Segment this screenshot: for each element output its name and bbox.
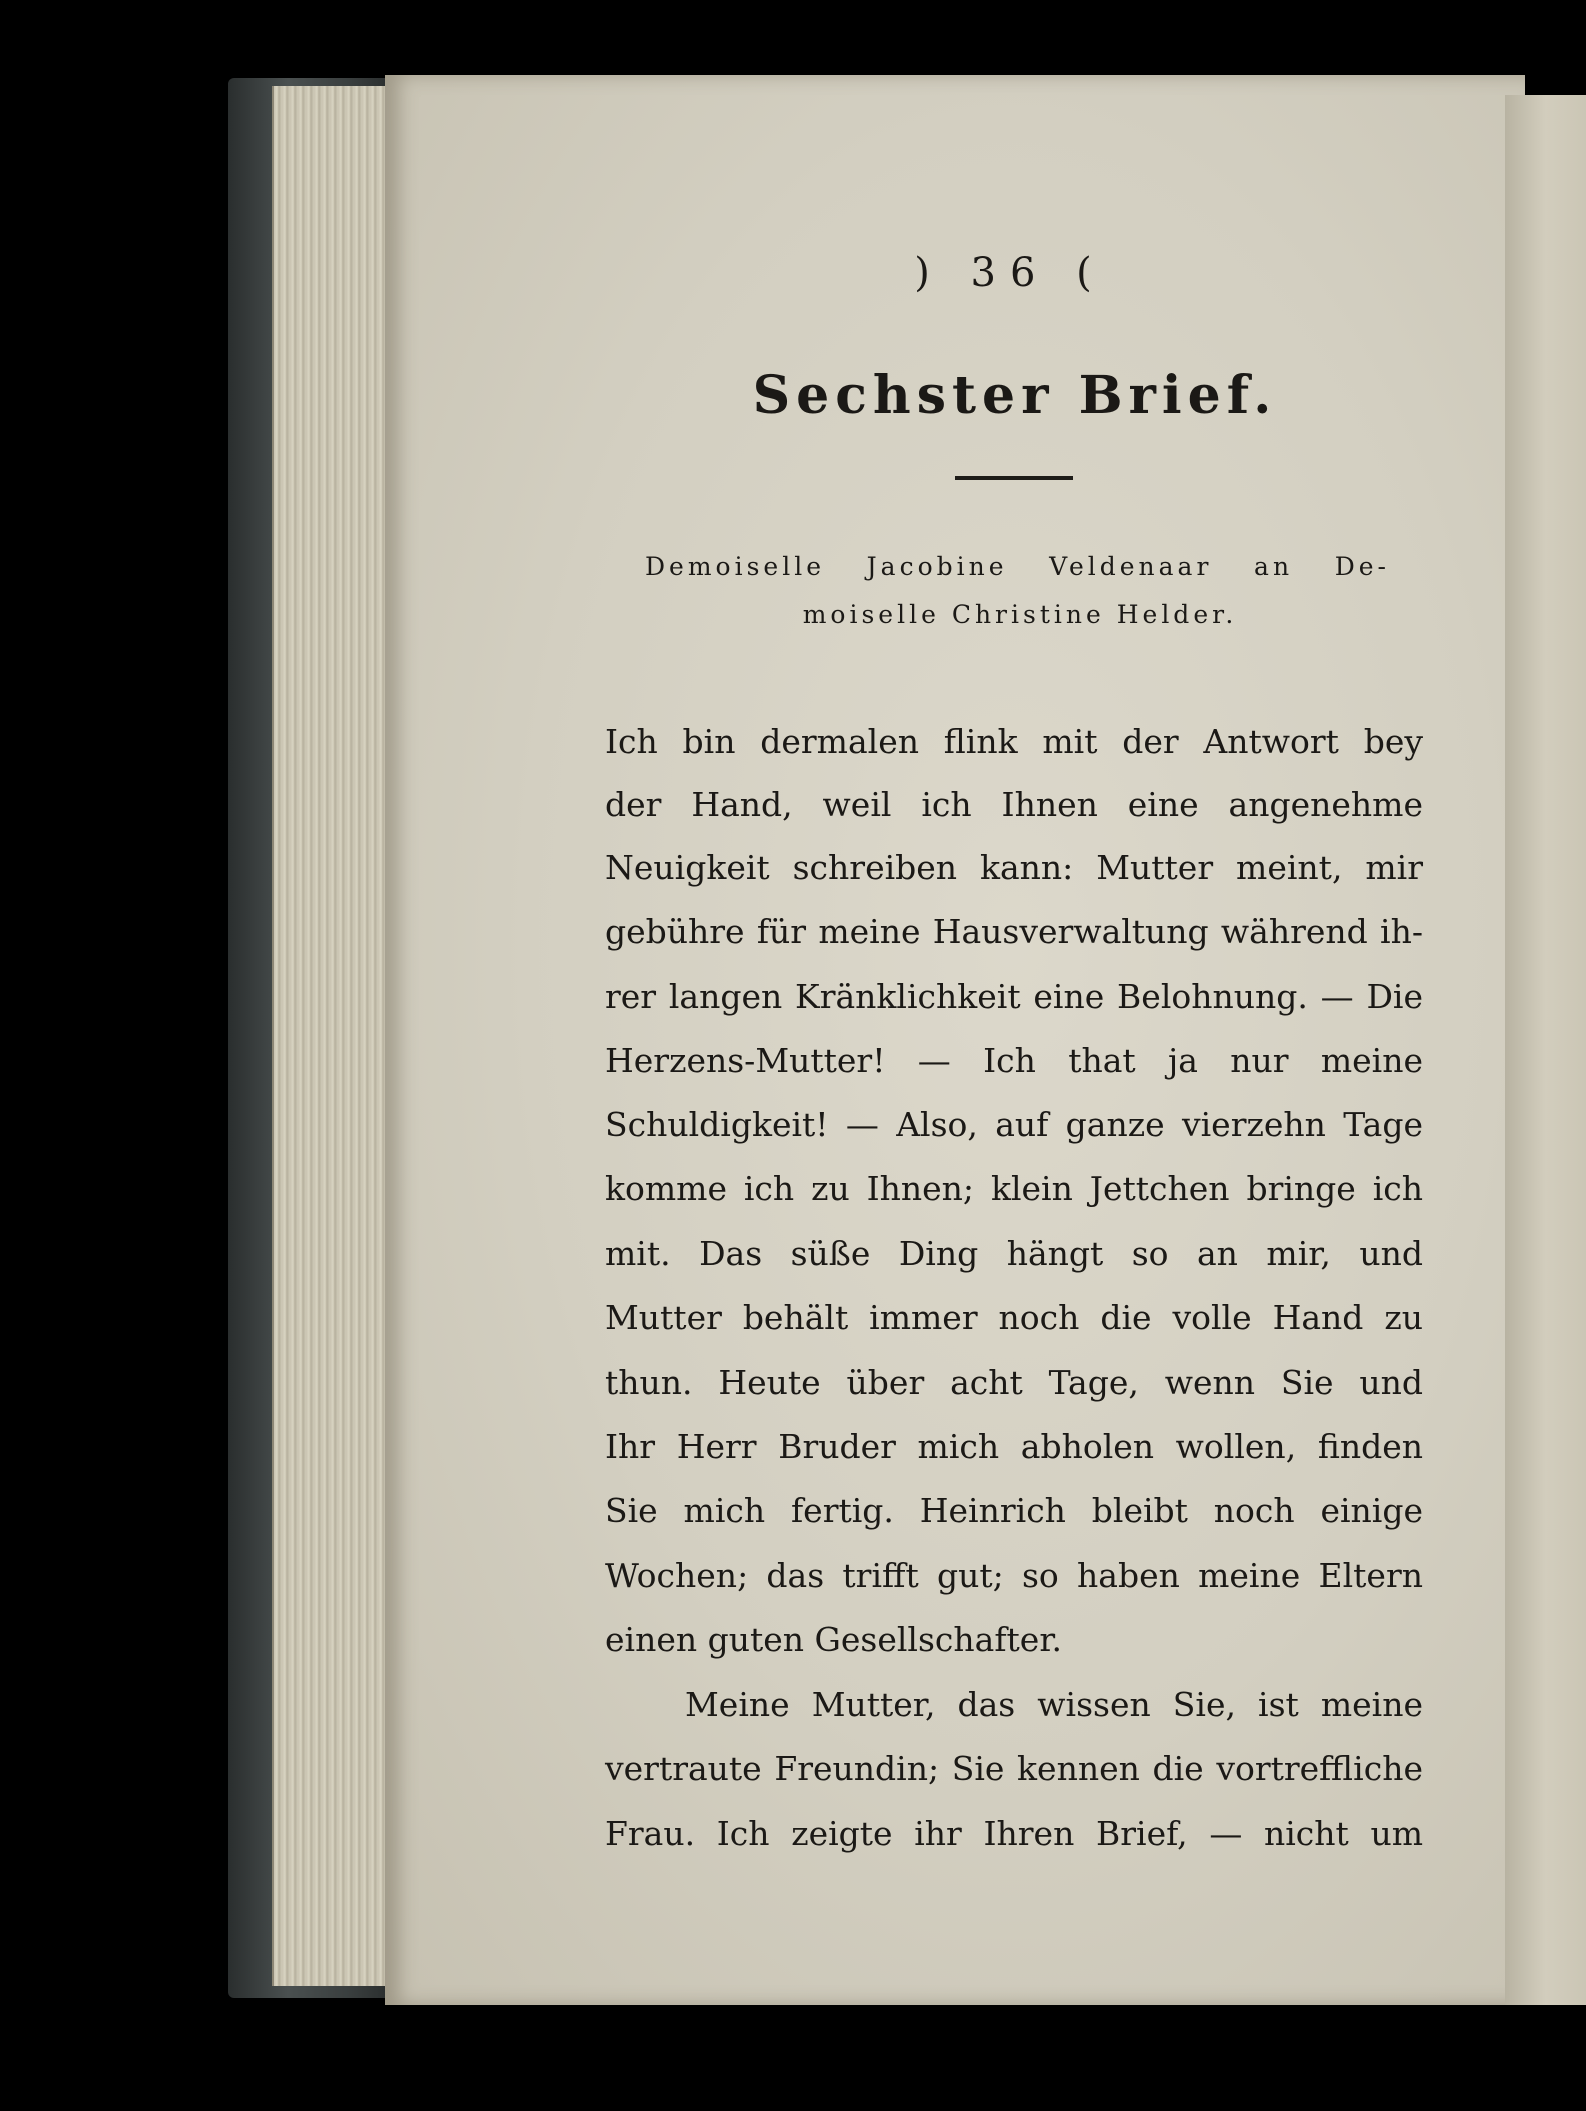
body-line: rer langen Kränklichkeit eine Belohnung. — Die [605, 977, 1423, 1016]
body-line: Neuigkeit schreiben kann: Mutter meint, mir [605, 848, 1423, 887]
body-line: Herzens-Mutter! — Ich that ja nur meine [605, 1041, 1423, 1080]
page-number: ) 36 ( [914, 250, 1106, 296]
body-line: Schuldigkeit! — Also, auf ganze vierzehn Tage [605, 1105, 1423, 1144]
body-line: Frau. Ich zeigte ihr Ihren Brief, — nicht um [605, 1814, 1423, 1853]
letter-title: Sechster Brief. [752, 365, 1278, 426]
body-line: vertraute Freundin; Sie kennen die vortreffliche [605, 1749, 1423, 1788]
body-line: komme ich zu Ihnen; klein Jettchen bringe ich [605, 1169, 1423, 1208]
title-divider [955, 476, 1073, 480]
body-line: gebühre für meine Hausverwaltung während ih- [605, 912, 1423, 951]
address-line-1: Demoiselle Jacobine Veldenaar an De- [645, 552, 1390, 581]
body-line: Mutter behält immer noch die volle Hand zu [605, 1298, 1423, 1337]
body-line: Ihr Herr Bruder mich abholen wollen, finden [605, 1427, 1423, 1466]
body-line: der Hand, weil ich Ihnen eine angenehme [605, 785, 1423, 824]
body-line: Ich bin dermalen flink mit der Antwort bey [605, 722, 1423, 761]
body-line: thun. Heute über acht Tage, wenn Sie und [605, 1363, 1423, 1402]
body-line: mit. Das süße Ding hängt so an mir, und [605, 1234, 1423, 1273]
body-line: einen guten Gesellschafter. [605, 1620, 1062, 1659]
body-line: Meine Mutter, das wissen Sie, ist meine [685, 1685, 1423, 1724]
body-line: Sie mich fertig. Heinrich bleibt noch einige [605, 1491, 1423, 1530]
address-line-2: moiselle Christine Helder. [802, 600, 1238, 629]
body-line: Wochen; das trifft gut; so haben meine Eltern [605, 1556, 1423, 1595]
facing-page-edge [1505, 95, 1586, 2005]
